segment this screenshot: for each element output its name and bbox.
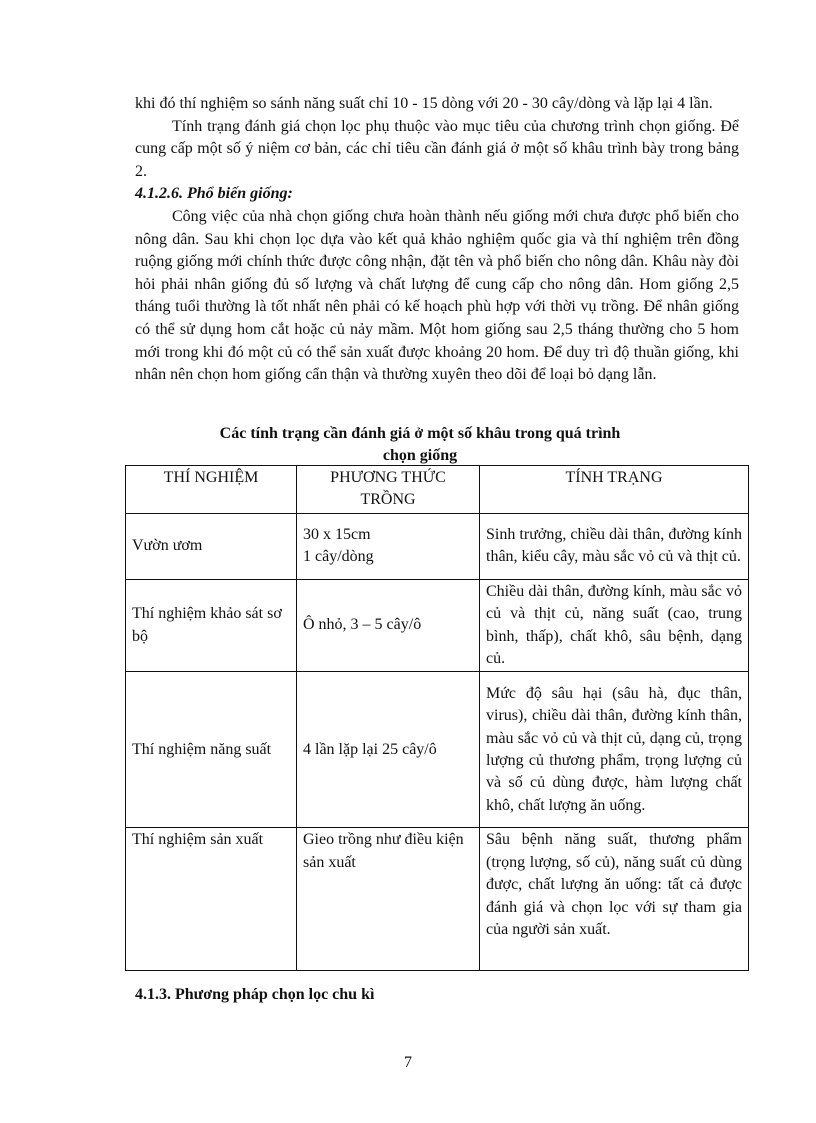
heading-4-1-2-6: 4.1.2.6. Phổ biến giống:	[135, 185, 293, 203]
paragraph-criteria: Tính trạng đánh giá chọn lọc phụ thuộc vào mục tiêu của chương trình chọn giống. Để cung cấp một số ý niệm cơ bản, các chỉ tiêu cần đánh giá ở một số khâu trình bày trong bảng 2.	[135, 117, 739, 180]
body-text	[135, 93, 739, 387]
table-caption-line-2: chọn giống	[382, 447, 458, 464]
cell-experiment: Vườn ươm	[126, 513, 297, 579]
paragraph-variety-dissemination: Công việc của nhà chọn giống chưa hoàn thành nếu giống mới chưa được phổ biến cho nông dân. Sau khi chọn lọc dựa vào kết quả khảo nghiệm quốc gia và thí nghiệm trên đồng ruộng giống mới chính thức được công nhận, đặt tên và phổ biến cho nông dân. Khâu này đòi hỏi phải nhân giống đủ số lượng và chất lượng để cung cấp cho nông dân. Hom giống 2,5 tháng tuổi thường là tốt nhất nên phải có kế hoạch phù hợp với thời vụ trồng. Để nhân giống có thể sử dụng hom cắt hoặc củ nảy mầm. Một hom giống sau 2,5 tháng thường cho 5 hom mới trong khi đó một củ có thể sản xuất được khoảng 20 hom. Để duy trì độ thuần giống, khi nhân nên chọn hom giống cẩn thận và thường xuyên theo dõi để loại bỏ dạng lẫn.	[135, 207, 739, 384]
table-row	[126, 828, 749, 971]
header-planting-method: PHƯƠNG THỨC TRỒNG	[297, 466, 480, 514]
header-traits: TÍNH TRẠNG	[480, 466, 749, 514]
table-row	[126, 672, 749, 828]
cell-method: 30 x 15cm 1 cây/dòng	[297, 513, 480, 579]
heading-4-1-3: 4.1.3. Phương pháp chọn lọc chu kì	[135, 986, 375, 1003]
table-row	[126, 579, 749, 672]
cell-traits: Sâu bệnh năng suất, thương phẩm (trọng lượng, số củ), năng suất củ dùng được, chất lượng ăn uống: tất cả được đánh giá và chọn lọc với sự tham gia của người sản xuất.	[480, 828, 749, 971]
table-caption-line-1: Các tính trạng cần đánh giá ở một số khâu trong quá trình	[219, 425, 621, 442]
cell-method: Ô nhỏ, 3 – 5 cây/ô	[297, 579, 480, 672]
table-row	[126, 513, 749, 579]
cell-traits: Chiều dài thân, đường kính, màu sắc vỏ củ và thịt củ, năng suất (cao, trung bình, thấp), chất khô, sâu bệnh, dạng củ.	[480, 579, 749, 672]
cell-experiment: Thí nghiệm sản xuất	[126, 828, 297, 971]
header-experiment: THÍ NGHIỆM	[126, 466, 297, 514]
cell-method: 4 lần lặp lại 25 cây/ô	[297, 672, 480, 828]
cell-method: Gieo trồng như điều kiện sản xuất	[297, 828, 480, 971]
traits-table	[125, 465, 749, 971]
table-header-row	[126, 466, 749, 514]
cell-experiment: Thí nghiệm năng suất	[126, 672, 297, 828]
paragraph-continued: khi đó thí nghiệm so sánh năng suất chỉ 10 - 15 dòng với 20 - 30 cây/dòng và lặp lại 4 lần.	[135, 95, 713, 112]
cell-traits: Sinh trưởng, chiều dài thân, đường kính thân, kiểu cây, màu sắc vỏ củ và thịt củ.	[480, 513, 749, 579]
cell-experiment: Thí nghiệm khảo sát sơ bộ	[126, 579, 297, 672]
cell-traits: Mức độ sâu hại (sâu hà, đục thân, virus), chiều dài thân, đường kính thân, màu sắc vỏ củ và thịt củ, dạng củ, trọng lượng củ thương phẩm, trọng lượng củ và số củ dùng được, hàm lượng chất khô, chất lượng ăn uống.	[480, 672, 749, 828]
page-number: 7	[404, 1054, 412, 1071]
table-caption	[160, 423, 680, 467]
